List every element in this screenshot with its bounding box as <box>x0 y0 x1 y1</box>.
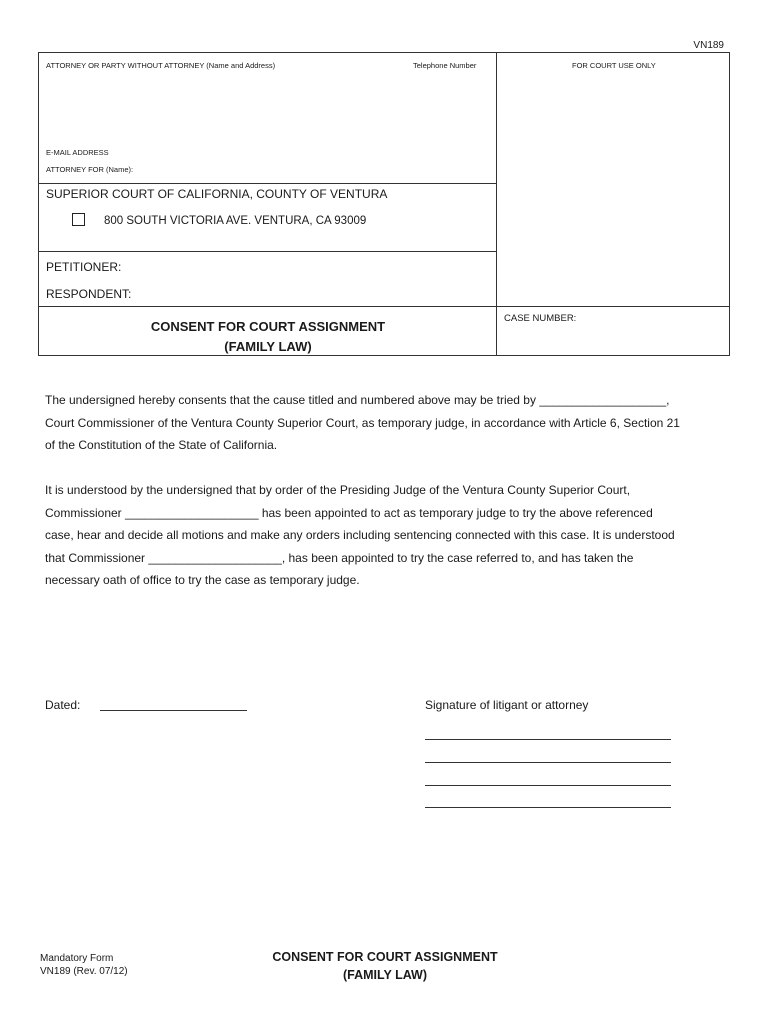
signature-label: Signature of litigant or attorney <box>425 698 589 712</box>
footer-title <box>0 948 770 984</box>
court-name: SUPERIOR COURT OF CALIFORNIA, COUNTY OF VENTURA <box>46 187 388 201</box>
p2-line4: that Commissioner ____________________, has been appointed to try the case referred to, and has taken the <box>45 550 634 565</box>
divider-parties <box>38 251 496 252</box>
form-title-line2: (FAMILY LAW) <box>224 339 312 354</box>
p1-line2: Court Commissioner of the Ventura County Superior Court, as temporary judge, in accordance with Article 6, Section 21 <box>45 415 680 430</box>
caption-divider <box>496 52 497 356</box>
dated-label: Dated: <box>45 698 81 712</box>
caption-box <box>38 52 730 356</box>
court-address: 800 SOUTH VICTORIA AVE. VENTURA, CA 93009 <box>104 215 367 227</box>
understanding-paragraph <box>45 479 725 592</box>
p2-line3: case, hear and decide all motions and make any orders including sentencing connected with this case. It is understood <box>45 528 675 542</box>
divider-court <box>38 183 496 184</box>
footer-title-line1: CONSENT FOR COURT ASSIGNMENT <box>272 950 498 964</box>
signature-line-1[interactable] <box>425 739 671 740</box>
footer-title-line2: (FAMILY LAW) <box>342 968 428 982</box>
footer-mandatory: Mandatory Form <box>40 953 114 964</box>
case-number-label: CASE NUMBER: <box>504 313 577 324</box>
attorney-label: ATTORNEY OR PARTY WITHOUT ATTORNEY (Name and Address) <box>46 61 276 70</box>
email-label: E-MAIL ADDRESS <box>46 148 109 157</box>
p2-line1: It is understood by the undersigned that by order of the Presiding Judge of the Ventura County Superior Court, <box>45 483 631 497</box>
form-title-line1: CONSENT FOR COURT ASSIGNMENT <box>150 319 386 334</box>
p1-line3: of the Constitution of the State of California. <box>45 438 278 452</box>
court-use-label: FOR COURT USE ONLY <box>572 61 656 70</box>
signature-line-4[interactable] <box>425 807 671 808</box>
signature-line-3[interactable] <box>425 785 671 786</box>
telephone-label: Telephone Number <box>413 61 477 70</box>
p2-line5: necessary oath of office to try the case as temporary judge. <box>45 573 360 587</box>
respondent-label: RESPONDENT: <box>46 287 132 301</box>
attorney-for-label: ATTORNEY FOR (Name): <box>46 165 134 174</box>
form-id: VN189 <box>693 40 724 51</box>
dated-field[interactable] <box>100 710 247 711</box>
consent-paragraph <box>45 389 725 457</box>
p2-line2: Commissioner ____________________ has been appointed to act as temporary judge to try the above referenced <box>45 505 653 520</box>
footer-revision: VN189 (Rev. 07/12) <box>40 966 128 977</box>
court-location-checkbox[interactable] <box>72 213 85 226</box>
signature-line-2[interactable] <box>425 762 671 763</box>
petitioner-label: PETITIONER: <box>46 260 122 274</box>
divider-title <box>38 306 730 307</box>
p1-line1: The undersigned hereby consents that the cause titled and numbered above may be tried by ___________________, <box>45 393 670 407</box>
